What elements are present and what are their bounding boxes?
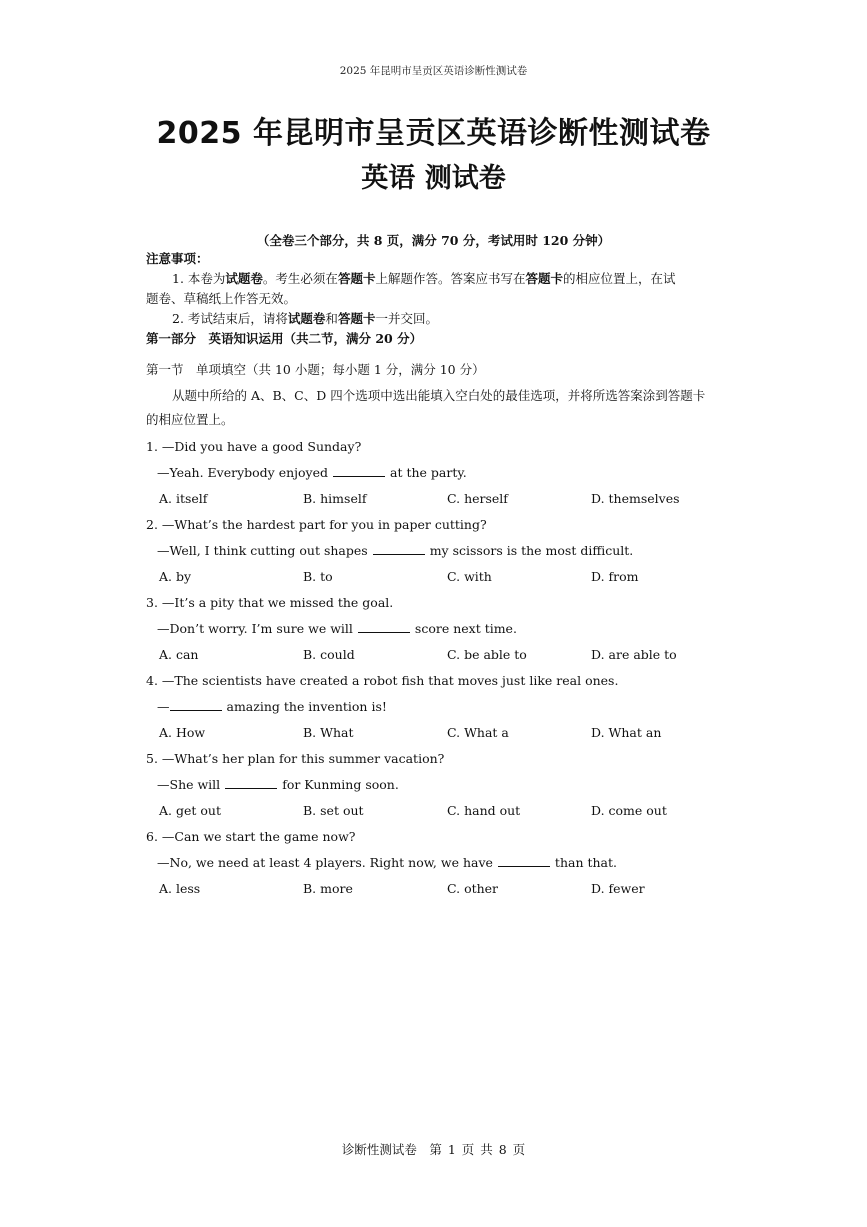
exam-info: （全卷三个部分，共 8 页，满分 70 分，考试用时 120 分钟） [256, 233, 611, 248]
option-a: A. get out [159, 803, 221, 818]
option-b: B. What [303, 725, 354, 740]
notice-heading: 注意事项： [146, 251, 209, 266]
reply-text: —Well, I think cutting out shapes [157, 543, 368, 558]
notice-item-1-cont: 题卷、草稿纸上作答无效。 [146, 291, 297, 306]
option-d: D. fewer [591, 881, 645, 896]
question-3: 3. —It’s a pity that we missed the goal. [146, 595, 394, 610]
question-5: 5. —What’s her plan for this summer vacation? [146, 751, 445, 766]
option-d: D. themselves [591, 491, 680, 506]
notice-emph: 试题卷 [287, 311, 326, 326]
reply-text: score next time. [414, 621, 517, 636]
notice-item-2 [146, 309, 731, 329]
question-5-reply [157, 777, 399, 792]
notice-text: 。考生必须在 [262, 271, 338, 286]
question-6: 6. —Can we start the game now? [146, 829, 356, 844]
page-title: 2025 年昆明市呈贡区英语诊断性测试卷 [156, 116, 711, 151]
section-heading: 第一节 单项填空（共 10 小题；每小题 1 分，满分 10 分） [146, 362, 485, 377]
page-footer: 诊断性测试卷 第 1 页 共 8 页 [341, 1142, 526, 1157]
instructions [146, 386, 731, 430]
option-a: A. How [159, 725, 206, 740]
question-6-reply [157, 855, 617, 870]
notice-text: 和 [325, 311, 338, 326]
reply-text: — [157, 699, 170, 714]
option-c: C. with [447, 569, 492, 584]
question-1: 1. —Did you have a good Sunday? [146, 439, 362, 454]
instructions-line-2: 的相应位置上。 [146, 412, 234, 427]
reply-text: —No, we need at least 4 players. Right now, we have [157, 855, 493, 870]
option-b: B. set out [303, 803, 364, 818]
question-1-reply [157, 465, 467, 480]
reply-text: amazing the invention is! [226, 699, 387, 714]
reply-text: than that. [554, 855, 617, 870]
answer-blank [498, 855, 550, 867]
option-a: A. can [159, 647, 199, 662]
question-4: 4. —The scientists have created a robot fish that moves just like real ones. [146, 673, 619, 688]
notice-item-1 [146, 269, 731, 289]
option-d: D. are able to [591, 647, 677, 662]
option-b: B. more [303, 881, 353, 896]
option-c: C. hand out [447, 803, 521, 818]
answer-blank [373, 543, 425, 555]
answer-blank [225, 777, 277, 789]
notice-section [146, 249, 731, 349]
notice-emph: 答题卡 [337, 311, 376, 326]
instructions-line-1: 从题中所给的 A、B、C、D 四个选项中选出能填入空白处的最佳选项，并将所选答案涂到答题卡 [172, 388, 706, 403]
answer-blank [358, 621, 410, 633]
reply-text: —Don’t worry. I’m sure we will [157, 621, 353, 636]
option-a: A. by [159, 569, 192, 584]
question-4-reply [157, 699, 387, 714]
option-c: C. other [447, 881, 499, 896]
option-c: C. What a [447, 725, 509, 740]
answer-blank [170, 699, 222, 711]
option-b: B. could [303, 647, 355, 662]
notice-emph: 试题卷 [225, 271, 263, 286]
question-2: 2. —What’s the hardest part for you in paper cutting? [146, 517, 487, 532]
option-a: A. less [159, 881, 201, 896]
notice-emph: 答题卡 [337, 271, 376, 286]
running-header: 2025 年昆明市呈贡区英语诊断性测试卷 [339, 65, 528, 77]
question-3-reply [157, 621, 517, 636]
notice-text: 1. 本卷为 [172, 271, 226, 286]
part-heading: 第一部分 英语知识运用（共二节，满分 20 分） [146, 331, 423, 346]
option-c: C. be able to [447, 647, 527, 662]
question-2-reply [157, 543, 633, 558]
page-subtitle: 英语 测试卷 [361, 163, 506, 194]
reply-text: —Yeah. Everybody enjoyed [157, 465, 329, 480]
option-b: B. himself [303, 491, 367, 506]
reply-text: my scissors is the most difficult. [429, 543, 634, 558]
notice-text: 2. 考试结束后，请将 [172, 311, 288, 326]
reply-text: —She will [157, 777, 221, 792]
reply-text: at the party. [390, 465, 467, 480]
option-d: D. from [591, 569, 639, 584]
notice-emph: 答题卡 [525, 271, 563, 286]
option-a: A. itself [159, 491, 208, 506]
notice-text: 一并交回。 [375, 311, 438, 326]
notice-text: 的相应位置上，在试 [562, 271, 676, 286]
option-d: D. What an [591, 725, 662, 740]
option-c: C. herself [447, 491, 508, 506]
option-b: B. to [303, 569, 333, 584]
answer-blank [333, 465, 385, 477]
reply-text: for Kunming soon. [282, 777, 399, 792]
notice-text: 上解题作答。答案应书写在 [375, 271, 526, 286]
option-d: D. come out [591, 803, 667, 818]
